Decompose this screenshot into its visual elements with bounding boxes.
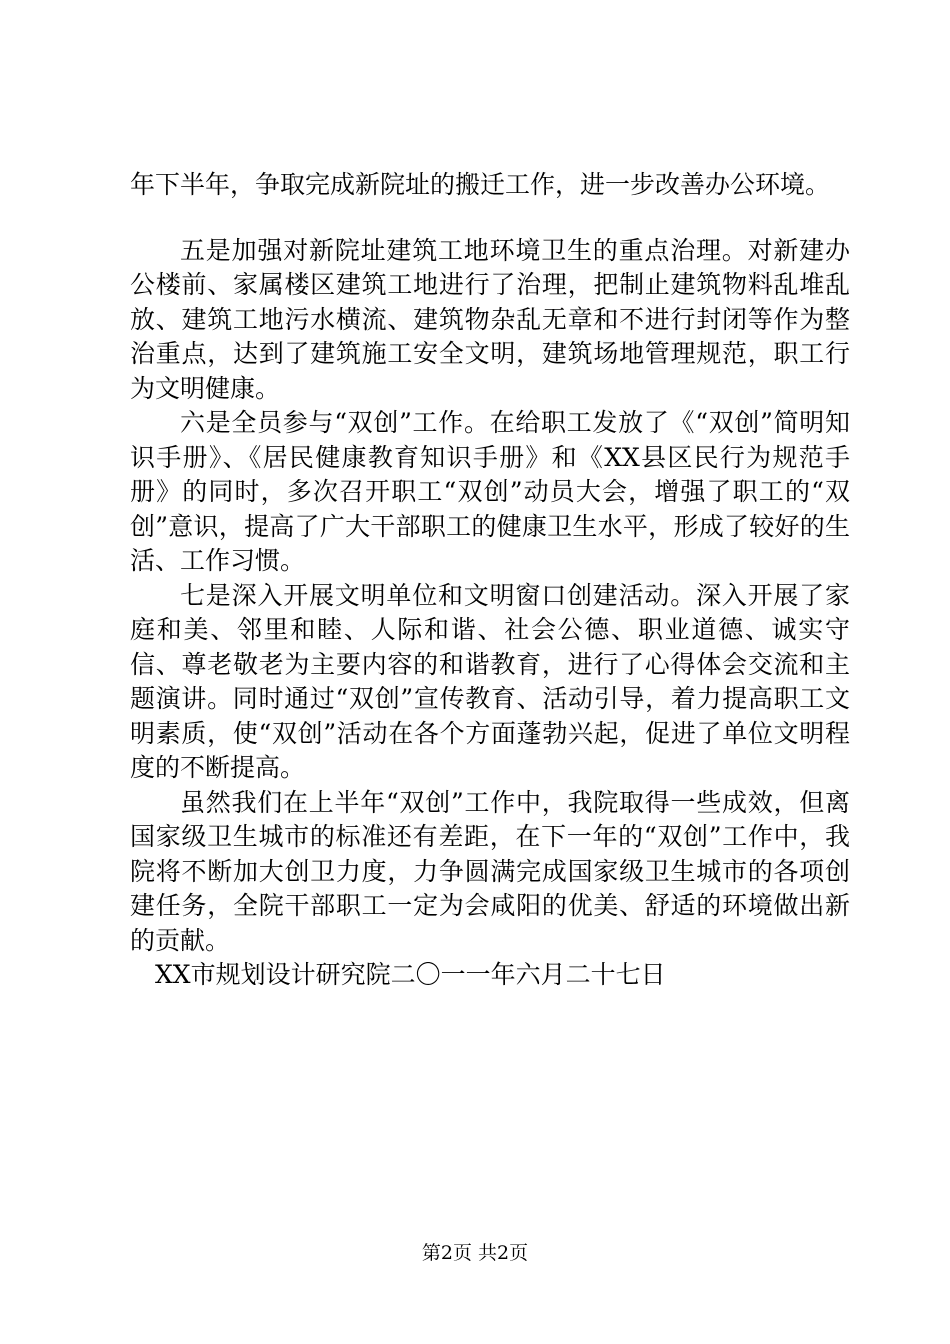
paragraph-item-seven: 七是深入开展文明单位和文明窗口创建活动。深入开展了家庭和美、邻里和睦、人际和谐、社会公德、职业道德、诚实守信、尊老敬老为主要内容的和谐教育，进行了心得体会交流和主题演讲。同时通过“双创”宣传教育、活动引导，着力提高职工文明素质，使“双创”活动在各个方面蓬勃兴起，促进了单位文明程度的不断提高。 bbox=[130, 580, 850, 782]
paragraph-item-five: 五是加强对新院址建筑工地环境卫生的重点治理。对新建办公楼前、家属楼区建筑工地进行了治理，把制止建筑物料乱堆乱放、建筑工地污水横流、建筑物杂乱无章和不进行封闭等作为整治重点，达到了建筑施工安全文明，建筑场地管理规范，职工行为文明健康。 bbox=[130, 235, 850, 403]
paragraph-conclusion: 虽然我们在上半年“双创”工作中，我院取得一些成效，但离国家级卫生城市的标准还有差距，在下一年的“双创”工作中，我院将不断加大创卫力度，力争圆满完成国家级卫生城市的各项创建任务，全院干部职工一定为会咸阳的优美、舒适的环境做出新的贡献。 bbox=[130, 787, 850, 955]
page-footer: 第2页 共2页 bbox=[421, 1242, 529, 1264]
document-body bbox=[130, 168, 850, 993]
signature-line: XX市规划设计研究院二〇一一年六月二十七日 bbox=[155, 960, 666, 989]
paragraph-item-six: 六是全员参与“双创”工作。在给职工发放了《“双创”简明知识手册》、《居民健康教育知识手册》和《XX县区民行为规范手册》的同时，多次召开职工“双创”动员大会，增强了职工的“双创”意识，提高了广大干部职工的健康卫生水平，形成了较好的生活、工作习惯。 bbox=[130, 408, 850, 575]
paragraph-continuation: 年下半年，争取完成新院址的搬迁工作，进一步改善办公环境。 bbox=[130, 170, 831, 199]
